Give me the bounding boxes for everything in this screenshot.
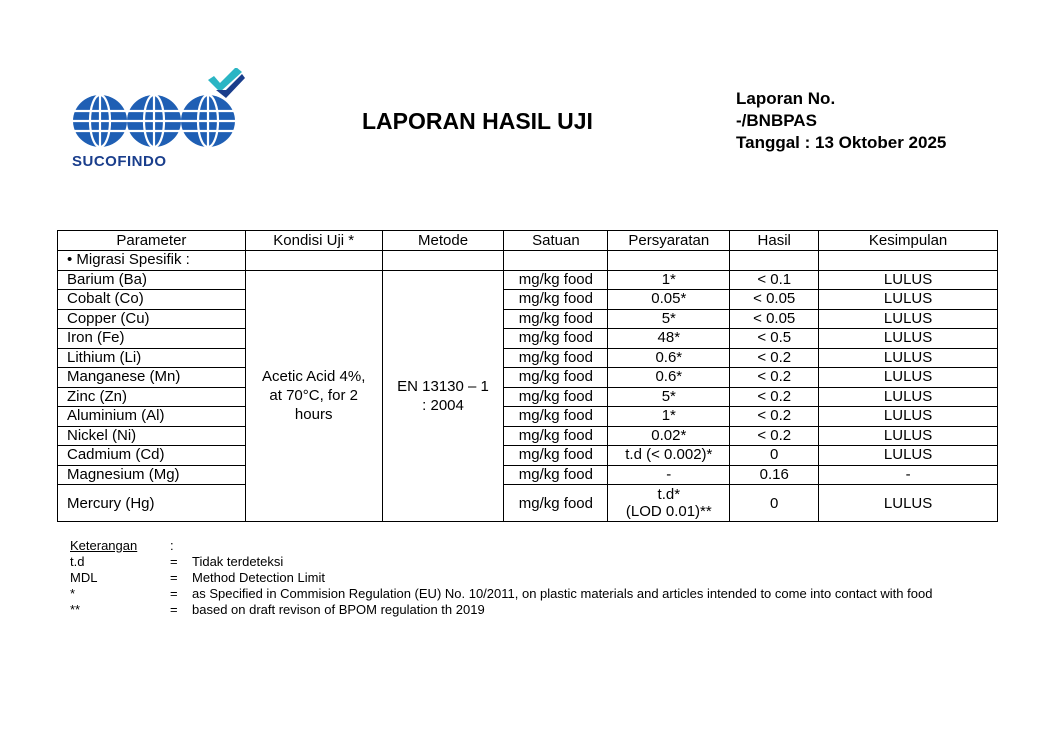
section-label: • Migrasi Spesifik : [58,251,246,271]
unit-cell: mg/kg food [504,426,608,446]
unit-cell: mg/kg food [504,387,608,407]
conclusion-cell: - [819,465,998,485]
parameter-cell: Cadmium (Cd) [58,446,246,466]
requirement-cell: 5* [608,309,730,329]
unit-cell: mg/kg food [504,407,608,427]
table-row [58,348,998,368]
parameter-cell: Iron (Fe) [58,329,246,349]
conclusion-cell: LULUS [819,290,998,310]
requirement-cell: 1* [608,270,730,290]
header-cell: Kesimpulan [819,231,998,251]
unit-cell: mg/kg food [504,270,608,290]
table-row [58,309,998,329]
requirement-cell: t.d (< 0.002)* [608,446,730,466]
parameter-cell: Copper (Cu) [58,309,246,329]
table-row [58,329,998,349]
report-date: Tanggal : 13 Oktober 2025 [736,133,947,152]
report-number-label: Laporan No. [736,89,836,108]
unit-cell: mg/kg food [504,446,608,466]
header-cell: Persyaratan [608,231,730,251]
conclusion-cell: LULUS [819,309,998,329]
note-item: MDL = Method Detection Limit [70,570,325,585]
note-item: ** = based on draft revison of BPOM regulation th 2019 [70,602,485,617]
header-cell: Hasil [730,231,819,251]
table-row [58,290,998,310]
results-table [57,230,998,522]
requirement-cell: - [608,465,730,485]
parameter-cell: Nickel (Ni) [58,426,246,446]
requirement-cell: 5* [608,387,730,407]
unit-cell: mg/kg food [504,368,608,388]
notes-heading: Keterangan [70,538,138,553]
unit-cell: mg/kg food [504,290,608,310]
header-cell: Kondisi Uji * [245,231,382,251]
unit-cell: mg/kg food [504,309,608,329]
notes-section [70,538,1000,618]
note-item: t.d = Tidak terdeteksi [70,554,284,569]
result-cell: 0.16 [730,465,819,485]
notes-heading-row [70,538,1000,554]
table-row [58,387,998,407]
table-row [58,407,998,427]
requirement-cell: 1* [608,407,730,427]
report-number-value: -/BNBPAS [736,111,817,130]
requirement-cell: t.d* (LOD 0.01)** [608,485,730,522]
result-cell: 0 [730,485,819,522]
requirement-cell: 48* [608,329,730,349]
conclusion-cell: LULUS [819,348,998,368]
conclusion-cell: LULUS [819,270,998,290]
requirement-cell: 0.02* [608,426,730,446]
table-row [58,465,998,485]
header-cell: Parameter [58,231,246,251]
table-row [58,270,998,290]
notes-heading-sep: : [170,538,174,553]
requirement-cell: 0.05* [608,290,730,310]
report-info [736,88,946,154]
conclusion-cell: LULUS [819,387,998,407]
header-cell: Satuan [504,231,608,251]
parameter-cell: Cobalt (Co) [58,290,246,310]
table-row [58,426,998,446]
result-cell: < 0.2 [730,368,819,388]
page-title: LAPORAN HASIL UJI [362,108,593,134]
table-row [58,368,998,388]
conclusion-cell: LULUS [819,368,998,388]
result-cell: < 0.2 [730,426,819,446]
condition-cell: Acetic Acid 4%, at 70°C, for 2 hours [245,270,382,522]
table-row [58,446,998,466]
result-cell: < 0.2 [730,387,819,407]
parameter-cell: Magnesium (Mg) [58,465,246,485]
result-cell: 0 [730,446,819,466]
conclusion-cell: LULUS [819,329,998,349]
result-cell: < 0.5 [730,329,819,349]
result-cell: < 0.05 [730,309,819,329]
logo-text: SUCOFINDO [72,153,167,170]
parameter-cell: Barium (Ba) [58,270,246,290]
parameter-cell: Zinc (Zn) [58,387,246,407]
conclusion-cell: LULUS [819,426,998,446]
parameter-cell: Manganese (Mn) [58,368,246,388]
parameter-cell: Mercury (Hg) [58,485,246,522]
globe-icon [73,95,235,147]
conclusion-cell: LULUS [819,485,998,522]
parameter-cell: Aluminium (Al) [58,407,246,427]
table-header-row [58,231,998,251]
unit-cell: mg/kg food [504,329,608,349]
requirement-cell: 0.6* [608,348,730,368]
section-row [58,251,998,271]
result-cell: < 0.2 [730,348,819,368]
header-cell: Metode [382,231,504,251]
result-cell: < 0.2 [730,407,819,427]
method-cell: EN 13130 – 1 : 2004 [382,270,504,522]
note-item: * = as Specified in Commision Regulation (EU) No. 10/2011, on plastic materials and articles intended to come into contact with food [70,586,933,601]
table-row [58,485,998,522]
conclusion-cell: LULUS [819,446,998,466]
result-cell: < 0.1 [730,270,819,290]
conclusion-cell: LULUS [819,407,998,427]
unit-cell: mg/kg food [504,465,608,485]
requirement-cell: 0.6* [608,368,730,388]
unit-cell: mg/kg food [504,348,608,368]
checkmark-icon [208,68,245,98]
result-cell: < 0.05 [730,290,819,310]
unit-cell: mg/kg food [504,485,608,522]
parameter-cell: Lithium (Li) [58,348,246,368]
